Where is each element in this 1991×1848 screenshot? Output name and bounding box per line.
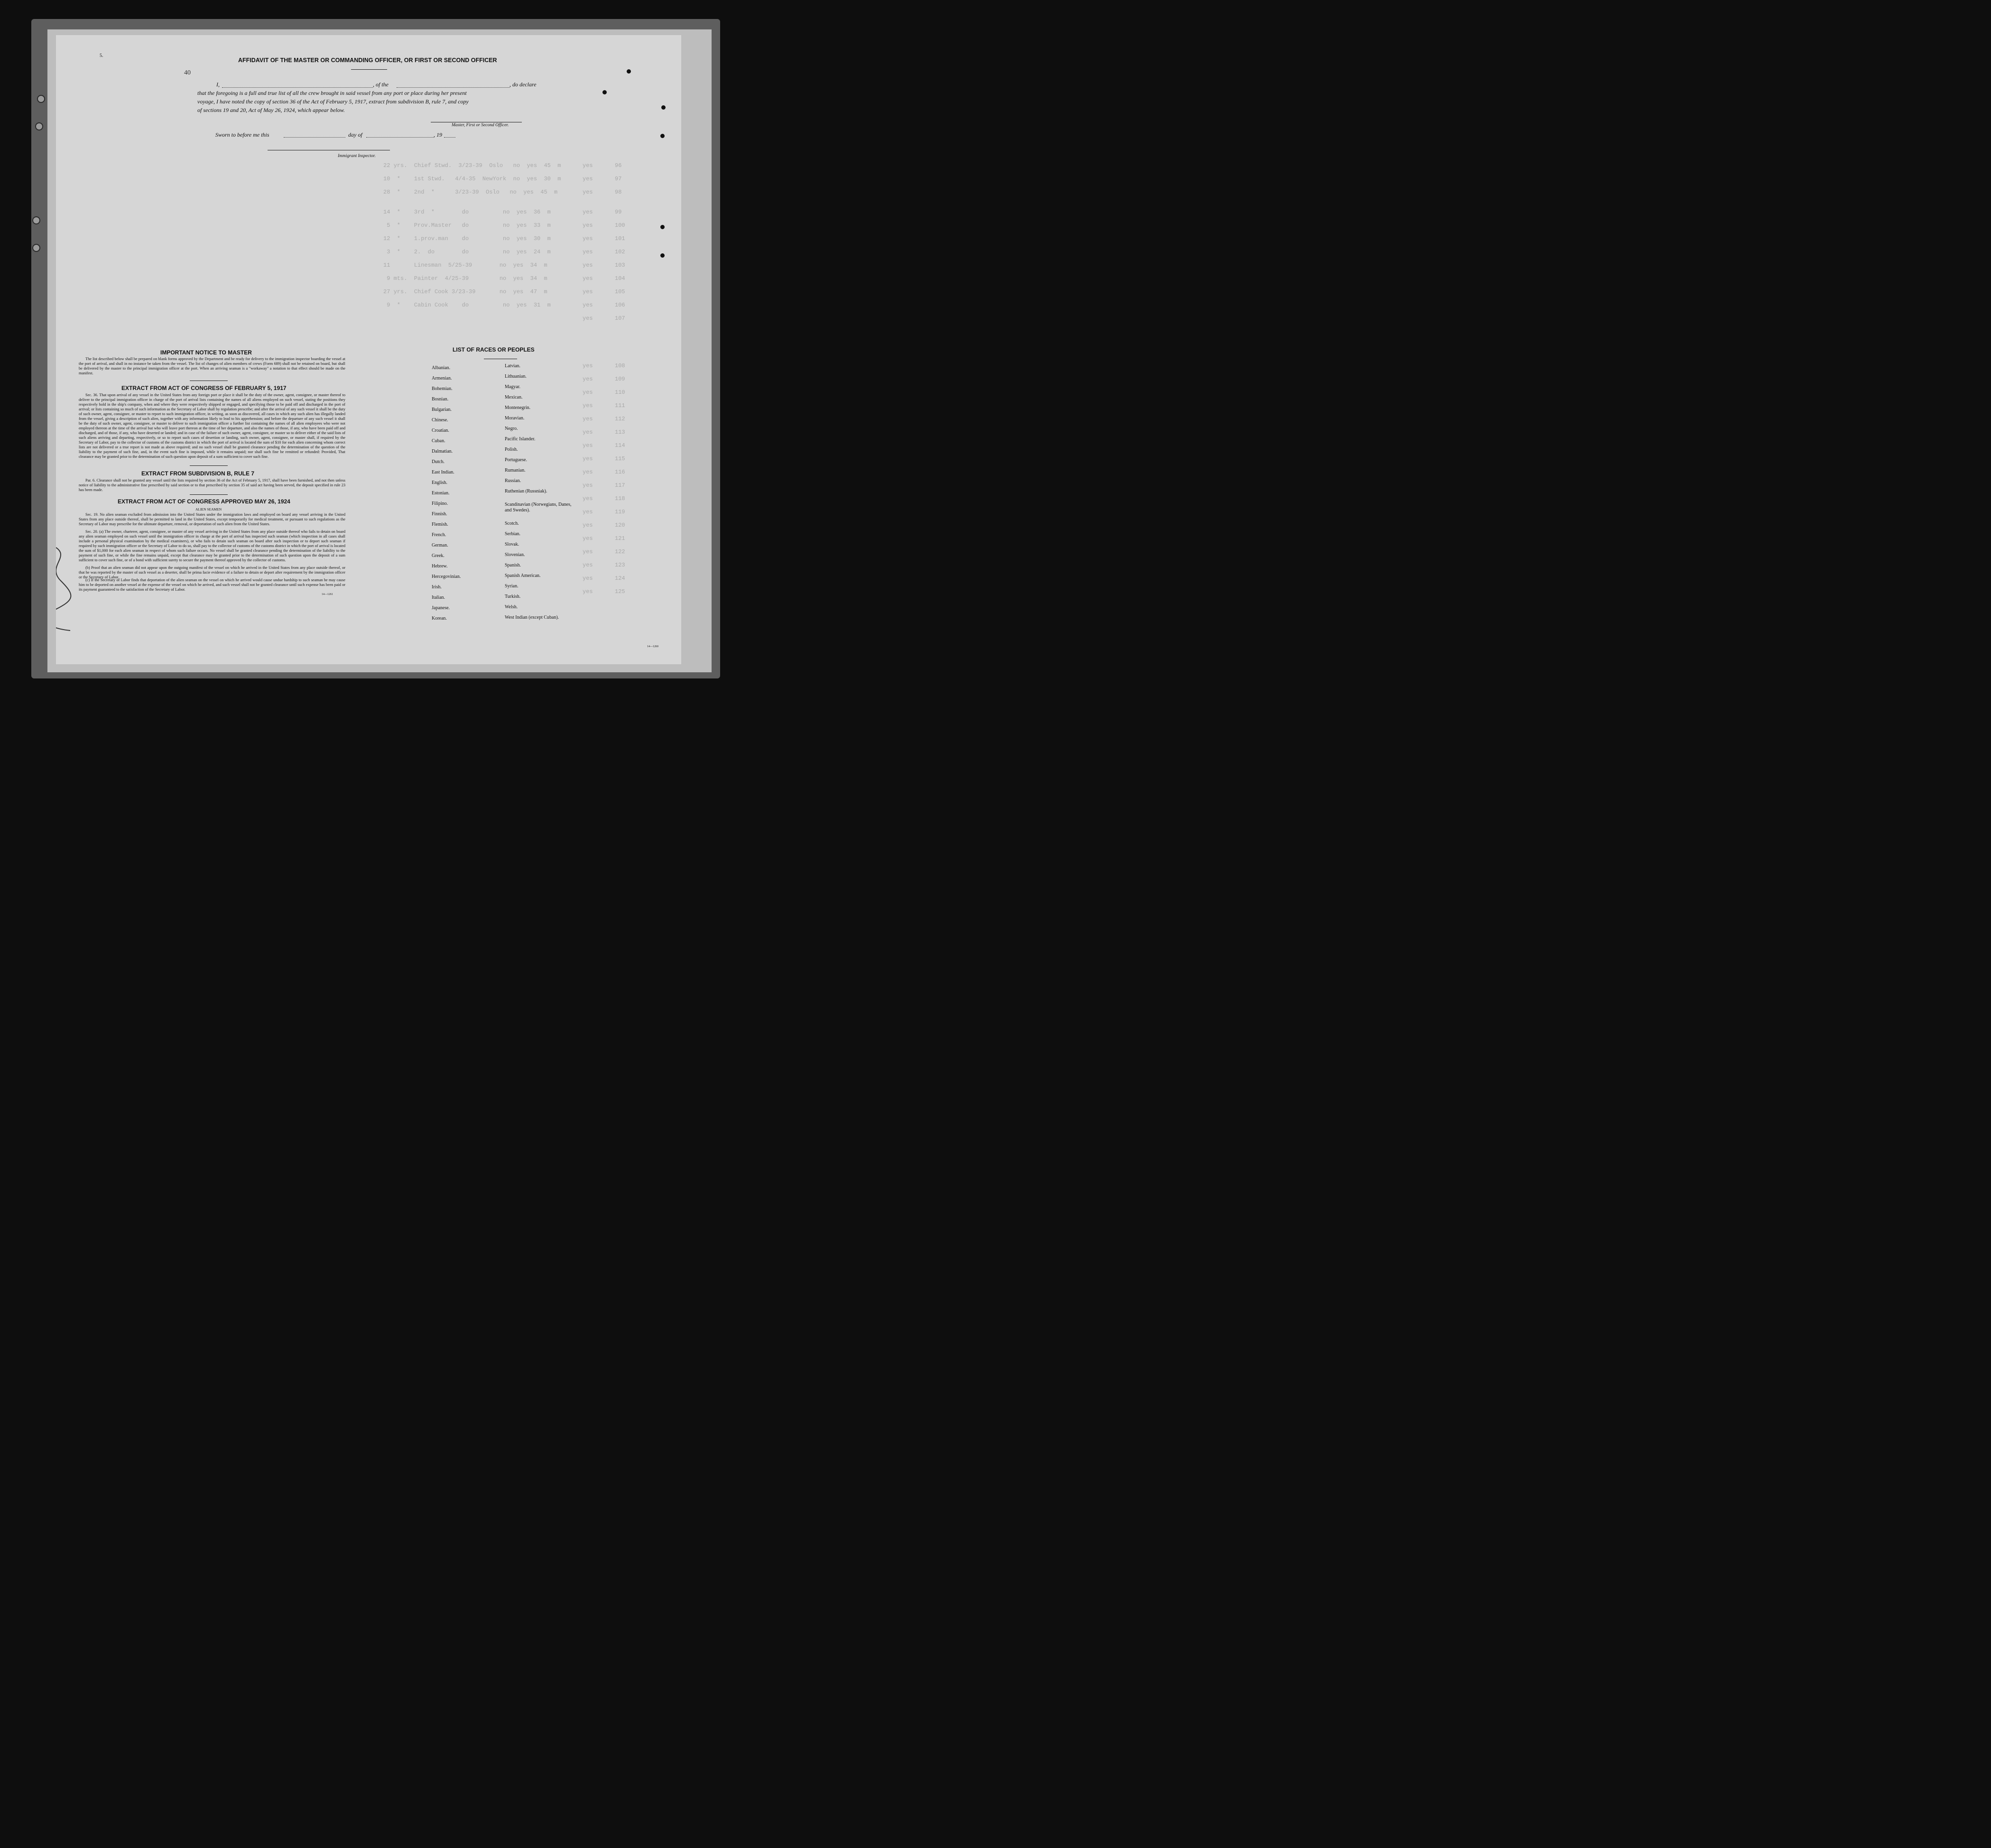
race-right: Moravian. bbox=[505, 416, 525, 421]
document-page: 96 97 98 99 100 101 102 103 104 105 106 107 yes yes yes yes yes yes yes yes yes yes yes yes 22 yrs. Chief Stwd. 3/23-39 Oslo no yes 45 m 10 * 1st Stwd. 4/4-35 NewYork no yes 30 m 28 * 2nd * 3/23-39 Oslo no yes 45 m 14 * 3rd * do no yes 36 m 5 * Prov.Master do no yes 33 m 12 * 1.prov.man do no yes 30 m 3 * 2. do do no yes 24 m 11 Linesman 5/25-39 no yes 34 m 9 mts. Painter 4/25-39 no yes 34 m 27 yrs. Chief Cook 3/23-39 no yes 47 m 9 * Cabin Cook do no yes 31 m 108 109 110 111 112 113 114 115 116 117 118 119 120 121 122 123 124 125 yes yes yes yes yes yes yes yes yes yes yes yes yes yes yes yes yes yes 5. AFFIDAVIT OF THE MASTER OR COMMANDING OFFICER, OR FIRST OR SECOND OFFICER 40 I, , of the , do declare that the foregoing is a full and true list of all the crew brought in said vessel from any port or place during her present voyage, I have noted the copy of section 36 of the Act of February 5, 1917, extract from subdivision B, rule 7, and copy of sections 19 and 20, Act of May 26, 1924, which appear below. Master, First or Second Officer. Sworn to before me this day of , 19 Immigrant Inspector. IMPORTANT NOTICE TO MASTER The list described below shall be prepared on blank forms approved by the Department and be ready for delivery to the immigration inspector boarding the vessel at the port of arrival, and shall in no instance be taken from the vessel. The list of changes of alien members of crews (Form 689) shall not be retained on board, but shall be delivered by the master to the principal immigration officer at the port. When an arriving seaman is a "workaway" a notation to that effect should be made on the manifest. EXTRACT FROM ACT OF CONGRESS OF FEBRUARY 5, 1917 Sec. 36. That upon arrival of any vessel in the United States from any foreign port or place it shall be the duty of the owner, agent, consignee, or master thereof to deliver to the principal immigration officer in charge of the port of arrival lists containing the names of all aliens employed on such vessel, stating the positions they respectively hold in the ship's company, when and where they were respectively shipped or engaged, and specifying those to be paid off and discharged in the port of arrival; or lists containing so much of such information as the Secretary of Labor shall by regulation prescribe; and after the arrival of any such vessel it shall be the duty of such owner, agent, consignee, or master to report to such immigration officer, in writing, as soon as discovered, all cases in which any such alien has illegally landed from the vessel, giving a description of such alien, together with any information likely to lead to his apprehension; and before the departure of any such vessel it shall be the duty of such owner, agent, consignee, or master to deliver to such immigration officer a further list containing the names of all alien employees who were not employed thereon at the time of the arrival but who will leave port thereon at the time of her departure, and also the names of those, if any, who have been paid off and discharged, and of those, if any, who have deserted or landed; and in case of the failure of such owner, agent, consignee, or master so to deliver either of the said lists of such aliens arriving and departing, respectively, or so to report such cases of desertion or landing, such owner, agent, consignee, or master shall, if required by the Secretary of Labor, pay to the collector of customs of the customs district in which the port of arrival is located the sum of $10 for each alien concerning whom correct lists are not delivered or a true report is not made as above required; and no such vessel shall be granted clearance pending the determination of the question of the liability to the payment of such fine, and, in the event such fine is imposed, while it remains unpaid; nor shall such fine be remitted or refunded: Provided, That clearance may be granted prior to the determination of such question upon deposit of a sum sufficient to cover such fine. EXTRACT FROM SUBDIVISION B, RULE 7 Par. 6. Clearance shall not be granted any vessel until the lists required by section 36 of the Act of February 5, 1917, shall have been furnished, and not then unless notice of liability to the administrative fine prescribed by said section or to that prescribed by section 35 of said act having been served, the deposit specified in rule 23 has been made. EXTRACT FROM ACT OF CONGRESS APPROVED MAY 26, 1924 ALIEN SEAMEN Sec. 19. No alien seaman excluded from admission into the United States under the immigration laws and employed on board any vessel arriving in the United States from any place outside thereof, shall be permitted to land in the United States, except temporarily for medical treatment, or pursuant to such regulations as the Secretary of Labor may prescribe for the ultimate departure, removal, or deportation of such alien from the United States. Sec. 20. (a) The owner, charterer, agent, consignee, or master of any vessel arriving in the United States from any place outside thereof who fails to detain on board any alien seaman employed on such vessel until the immigration officer in charge at the port of arrival has inspected such seaman (which inspection in all cases shall include a personal physical examination by the medical examiners), or who fails to detain such seaman on board after such inspection or to deport such seaman if required by such immigration officer or the Secretary of Labor to do so, shall pay to the collector of customs of the customs district in which the port of arrival is located the sum of $1,000 for each alien seaman in respect of whom such failure occurs. No vessel shall be granted clearance pending the determination of the liability to the payment of such fine, or while the fine remains unpaid, except that clearance may be granted prior to the determination of such question upon the deposit of a sum sufficient to cover such fine, or of a bond with sufficient surety to secure the payment thereof approved by the collector of customs. (b) Proof that an alien seaman did not appear upon the outgoing manifest of the vessel on which he arrived in the United States from any place outside thereof, or that he was reported by the master of such vessel as a deserter, shall be prima facie evidence of a failure to detain or deport after requirement by the immigration officer or the Secretary of Labor. (c) If the Secretary of Labor finds that deportation of the alien seaman on the vessel on which he arrived would cause undue hardship to such seaman he may cause him to be deported on another vessel at the expense of the vessel on which he arrived, and such vessel shall not be granted clearance until such expense has been paid or its payment guaranteed to the satisfaction of the Secretary of Labor. 14—1261 LIST OF RACES OR PEOPLES Albanian. Armenian. Bohemian. Bosnian. Bulgarian. Chinese. Croatian. Cuban. Dalmatian. Dutch. East Indian. English. Estonian. Filipino. Finnish. Flemish. French. German. Greek. Hebrew. Hercegovinian. Irish. Italian. Japanese. Korean. Latvian. Lithuanian. Magyar. Mexican. Montenegrin. Moravian. Negro. Pacific Islander. Polish. Portuguese. Rumanian. Russian. Ruthenian (Russniak). Scandinavian (Norwegians, Danes, and Swedes). Scotch. Serbian. Slovak. Slovenian. Spanish. Spanish American. Syrian. Turkish. Welsh. West Indian (except Cuban). 14—1260 bbox=[56, 35, 681, 664]
races-title: LIST OF RACES OR PEOPLES bbox=[453, 346, 535, 353]
race-left: French. bbox=[432, 532, 446, 538]
section-20a-text: Sec. 20. (a) The owner, charterer, agent, consignee, or master of any vessel arriving in the United States from any place outside thereof who fails to detain on board any alien seaman employed on such vessel until the immigration officer in charge at the port of arrival has inspected such seaman (which inspection in all cases shall include a personal physical examination by the medical examiners), or who fails to detain such seaman on board after such inspection or to deport such seaman if required by such immigration officer or the Secretary of Labor to do so, shall pay to the collector of customs of the customs district in which the port of arrival is located the sum of $1,000 for each alien seaman in respect of whom such failure occurs. No vessel shall be granted clearance pending the determination of the liability to the payment of such fine, or while the fine remains unpaid, except that clearance may be granted prior to the determination of such question upon the deposit of a sum sufficient to cover such fine, or of a bond with sufficient surety to secure the payment thereof approved by the collector of customs. bbox=[79, 529, 345, 562]
rule-7-rule bbox=[190, 494, 228, 495]
race-left: Estonian. bbox=[432, 491, 450, 496]
name-field-line[interactable] bbox=[222, 87, 373, 88]
notice-body: The list described below shall be prepared on blank forms approved by the Department and be ready for delivery to the immigration inspector boarding the vessel at the port of arrival, and shall in no instance be taken from the vessel. The list of changes of alien members of crews (Form 689) shall not be retained on board, but shall be delivered by the master to the principal immigration officer at the port. When an arriving seaman is a "workaway" a notation to that effect should be made on the manifest. bbox=[79, 357, 345, 375]
binder-hole-icon bbox=[35, 122, 43, 130]
race-left: Albanian. bbox=[432, 365, 451, 371]
race-right: Lithuanian. bbox=[505, 374, 527, 379]
race-left: Irish. bbox=[432, 585, 442, 590]
race-left: German. bbox=[432, 543, 448, 548]
race-right: Scotch. bbox=[505, 521, 519, 526]
punch-mark-icon bbox=[661, 105, 666, 110]
race-left: Greek. bbox=[432, 553, 445, 558]
race-right: Rumanian. bbox=[505, 468, 526, 473]
handwritten-number: 40 bbox=[184, 69, 191, 76]
race-left: Hercegovinian. bbox=[432, 574, 461, 579]
punch-mark-icon bbox=[627, 69, 631, 74]
day-of-text: day of bbox=[348, 131, 362, 138]
punch-mark-icon bbox=[602, 90, 607, 94]
alien-seamen-subtitle: ALIEN SEAMEN bbox=[195, 507, 222, 511]
race-right: Montenegrin. bbox=[505, 405, 531, 410]
race-right: Ruthenian (Russniak). bbox=[505, 489, 547, 494]
punch-mark-icon bbox=[660, 253, 665, 258]
extract-1917-rule bbox=[190, 465, 228, 466]
race-left: Chinese. bbox=[432, 418, 448, 423]
race-left: Armenian. bbox=[432, 376, 452, 381]
vessel-field-line[interactable] bbox=[397, 87, 509, 88]
race-right: Latvian. bbox=[505, 363, 521, 369]
binder-hole-icon bbox=[32, 244, 40, 252]
extract-1917-body: Sec. 36. That upon arrival of any vessel in the United States from any foreign port or place it shall be the duty of the owner, agent, consignee, or master thereof to deliver to the principal immigration officer in charge of the port of arrival lists containing the names of all aliens employed on such vessel, stating the positions they respectively hold in the ship's company, when and where they were respectively shipped or engaged, and specifying those to be paid off and discharged in the port of arrival; or lists containing so much of such information as the Secretary of Labor shall by regulation prescribe; and after the arrival of any such vessel it shall be the duty of such owner, agent, consignee, or master to report to such immigration officer, in writing, as soon as discovered, all cases in which any such alien has illegally landed from the vessel, giving a description of such alien, together with any information likely to lead to his apprehension; and before the departure of any such vessel it shall be the duty of such owner, agent, consignee, or master to deliver to such immigration officer a further list containing the names of all alien employees who were not employed thereon at the time of the arrival but who will leave port thereon at the time of her departure, and also the names of those, if any, who have been paid off and discharged, and of those, if any, who have deserted or landed; and in case of the failure of such owner, agent, consignee, or master so to deliver either of the said lists of such aliens arriving and departing, respectively, or so to report such cases of desertion or landing, such owner, agent, consignee, or master shall, if required by the Secretary of Labor, pay to the collector of customs of the customs district in which the port of arrival is located the sum of $10 for each alien concerning whom correct lists are not delivered or a true report is not made as above required; and no such vessel shall be granted clearance pending the determination of the question of the liability to the payment of such fine, and, in the event such fine is imposed, while it remains unpaid; nor shall such fine be remitted or refunded: Provided, That clearance may be granted prior to the determination of such question upon deposit of a sum sufficient to cover such fine. bbox=[79, 393, 345, 459]
race-right: Russian. bbox=[505, 478, 521, 483]
affidavit-i: I, bbox=[216, 81, 220, 88]
race-left: Hebrew. bbox=[432, 564, 448, 569]
race-left: East Indian. bbox=[432, 470, 454, 475]
extract-1917-title: EXTRACT FROM ACT OF CONGRESS OF FEBRUARY 5, 1917 bbox=[121, 385, 287, 391]
race-right: Welsh. bbox=[505, 604, 518, 610]
master-caption: Master, First or Second Officer. bbox=[452, 123, 509, 128]
binder-hole-icon bbox=[32, 216, 40, 224]
punch-mark-icon bbox=[660, 134, 665, 138]
race-left: Flemish. bbox=[432, 522, 448, 527]
affidavit-declare: , do declare bbox=[509, 81, 537, 88]
race-right: Scandinavian (Norwegians, Danes, and Swedes). bbox=[505, 502, 572, 513]
section-20c-text: (c) If the Secretary of Labor finds that deportation of the alien seaman on the vessel on which he arrived would cause undue hardship to such seaman he may cause him to be deported on another vessel at the expense of the vessel on which he arrived, and such vessel shall not be granted clearance until such expense has been paid or its payment guaranteed to the satisfaction of the Secretary of Labor. bbox=[79, 578, 345, 592]
race-left: Bohemian. bbox=[432, 386, 453, 391]
race-right: Polish. bbox=[505, 447, 518, 452]
race-right: Magyar. bbox=[505, 384, 521, 390]
race-right: Syrian. bbox=[505, 584, 519, 589]
race-right: Negro. bbox=[505, 426, 518, 431]
punch-mark-icon bbox=[660, 225, 665, 229]
inspector-caption: Immigrant Inspector. bbox=[338, 154, 376, 158]
rule-7-body: Par. 6. Clearance shall not be granted any vessel until the lists required by section 36 of the Act of February 5, 1917, shall have been furnished, and not then unless notice of liability to the administrative fine prescribed by said section or to that prescribed by section 35 of said act having been served, the deposit specified in rule 23 has been made. bbox=[79, 478, 345, 492]
affidavit-line-4: of sections 19 and 20, Act of May 26, 1924, which appear below. bbox=[197, 107, 345, 113]
race-left: Cuban. bbox=[432, 438, 445, 444]
affidavit-line-3: voyage, I have noted the copy of section 36 of the Act of February 5, 1917, extract from subdivision B, rule 7, and copy bbox=[197, 98, 469, 105]
form-number-left: 14—1261 bbox=[322, 593, 333, 596]
race-left: Korean. bbox=[432, 616, 447, 621]
race-right: Slovak. bbox=[505, 542, 519, 547]
race-left: Dalmatian. bbox=[432, 449, 453, 454]
extract-1924-title: EXTRACT FROM ACT OF CONGRESS APPROVED MAY 26, 1924 bbox=[118, 498, 290, 505]
title-rule bbox=[351, 69, 387, 70]
notice-title: IMPORTANT NOTICE TO MASTER bbox=[160, 349, 252, 356]
binder-hole-icon bbox=[37, 95, 45, 103]
race-left: Dutch. bbox=[432, 459, 445, 464]
race-right: Serbian. bbox=[505, 531, 521, 537]
string-tie-icon bbox=[56, 538, 80, 633]
race-left: Bulgarian. bbox=[432, 407, 452, 412]
race-right: West Indian (except Cuban). bbox=[505, 615, 559, 620]
year-prefix: , 19 bbox=[434, 131, 442, 138]
race-right: Portuguese. bbox=[505, 457, 527, 463]
race-left: Croatian. bbox=[432, 428, 449, 433]
section-19-text: Sec. 19. No alien seaman excluded from admission into the United States under the immigration laws and employed on board any vessel arriving in the United States from any place outside thereof, shall be permitted to land in the United States, except temporarily for medical treatment, or pursuant to such regulations as the Secretary of Labor may prescribe for the ultimate departure, removal, or deportation of such alien from the United States. bbox=[79, 512, 345, 526]
race-left: Filipino. bbox=[432, 501, 448, 506]
sworn-day-field-line[interactable] bbox=[284, 137, 345, 138]
sworn-month-field-line[interactable] bbox=[366, 137, 434, 138]
rule-7-title: EXTRACT FROM SUBDIVISION B, RULE 7 bbox=[141, 470, 255, 477]
race-left: Italian. bbox=[432, 595, 445, 600]
race-right: Pacific Islander. bbox=[505, 436, 536, 442]
race-right: Turkish. bbox=[505, 594, 521, 599]
race-left: English. bbox=[432, 480, 448, 485]
race-right: Mexican. bbox=[505, 395, 523, 400]
race-left: Bosnian. bbox=[432, 397, 449, 402]
sworn-text: Sworn to before me this bbox=[215, 131, 269, 138]
race-right: Slovenian. bbox=[505, 552, 525, 557]
section-20b-text: (b) Proof that an alien seaman did not appear upon the outgoing manifest of the vessel on which he arrived in the United States from any place outside thereof, or that he was reported by the master of such vessel as a deserter, shall be prima facie evidence of a failure to detain or deport after requirement by the immigration officer or the Secretary of Labor. bbox=[79, 566, 345, 579]
affidavit-of-the: , of the bbox=[373, 81, 389, 88]
affidavit-title: AFFIDAVIT OF THE MASTER OR COMMANDING OFFICER, OR FIRST OR SECOND OFFICER bbox=[238, 57, 497, 64]
race-right: Spanish. bbox=[505, 563, 521, 568]
sworn-year-field-line[interactable] bbox=[444, 137, 455, 138]
affidavit-line-2: that the foregoing is a full and true list of all the crew brought in said vessel from any port or place during her present bbox=[197, 90, 467, 96]
race-left: Finnish. bbox=[432, 511, 447, 517]
race-left: Japanese. bbox=[432, 605, 450, 611]
race-right: Spanish American. bbox=[505, 573, 541, 578]
corner-mark: 5. bbox=[100, 53, 103, 58]
form-number-footer: 14—1260 bbox=[647, 645, 658, 648]
